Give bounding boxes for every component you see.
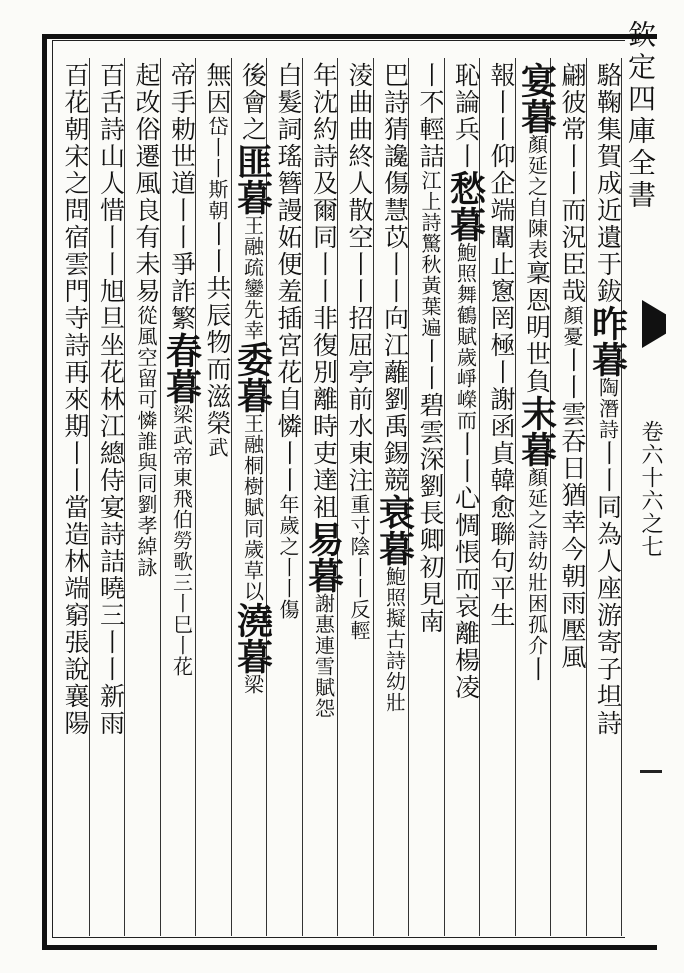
entry-heading: 末暮	[515, 395, 558, 467]
column-text: 丨丨碧雲深劉長卿初見南	[416, 338, 445, 635]
annotation-text: 王融桐樹賦同歲草以	[240, 413, 265, 602]
text-column	[481, 62, 521, 629]
text-column	[91, 62, 131, 737]
text-column	[552, 62, 592, 671]
column-text: 百舌詩山人惜丨丨旭旦坐花林江總侍宴詩詰曉三丨丨新雨	[96, 62, 126, 737]
column-text: 翩彼常丨丨而況臣哉	[558, 62, 587, 305]
column-text: 駱鞠集賀成近遺于鈸	[593, 62, 623, 305]
annotation-text: 梁武帝東飛伯勞歌三丨巳丨花	[169, 404, 194, 677]
column-text: 稟恩明世負	[522, 260, 552, 395]
text-column	[588, 62, 628, 737]
fishtail-mark-icon	[642, 300, 666, 348]
entry-heading: 昨暮	[586, 305, 629, 377]
margin-tick	[640, 770, 662, 773]
annotation-text: 武	[205, 437, 229, 458]
column-text: 百花朝宋之問宿雲門寺詩再來期丨丨當造林端窮張說襄陽	[61, 62, 90, 737]
column-text: 丨丨同為人座游寄子坦詩	[593, 440, 623, 737]
text-column	[126, 62, 166, 578]
annotation-text: 陶潛詩	[595, 377, 620, 440]
column-text: 帝手勅世道丨丨爭詐繁	[167, 62, 197, 332]
annotation-text: 從風空留可憐誰與同劉孝綽詠	[134, 305, 158, 578]
annotation-text: 王融疏鑾先幸	[240, 215, 265, 341]
entry-heading: 愁暮	[444, 170, 487, 242]
column-text: 丨不輕詰	[416, 62, 445, 170]
annotation-text: 鮑照舞鶴賦歲崢嶸而	[453, 242, 478, 431]
entry-heading: 易暮	[302, 521, 345, 593]
annotation-text: 年歲之丨丨傷	[276, 494, 300, 620]
column-text: 後會之	[238, 62, 268, 143]
column-text: 恥論兵丨	[451, 62, 481, 170]
annotation-text: 梁	[240, 674, 265, 695]
column-text: 丨丨共辰物而滋榮	[203, 221, 232, 437]
text-column	[517, 62, 557, 683]
entry-heading: 匪暮	[231, 143, 274, 215]
annotation-text: 謝惠連雪賦怨	[311, 593, 336, 719]
text-column	[268, 62, 308, 620]
text-column	[304, 62, 344, 719]
annotation-text: 江上詩驚秋黃葉遍	[418, 170, 442, 338]
column-text: 無因	[203, 62, 232, 116]
annotation-text: 顏延之詩幼壯困孤介	[524, 467, 549, 656]
column-text: 起改俗遷風良有未易	[132, 62, 161, 305]
annotation-text: 重寸陰丨丨反輕	[347, 494, 371, 641]
entry-heading: 宴暮	[515, 62, 558, 134]
annotation-text: 顏憂	[560, 305, 584, 347]
annotation-text: 鮑照擬古詩幼壯	[382, 566, 407, 713]
entry-heading: 澆暮	[231, 602, 274, 674]
text-column	[233, 62, 273, 695]
entry-heading: 春暮	[160, 332, 203, 404]
text-column	[339, 62, 379, 641]
column-text: 白髮詞瑤簪謾妬便羞插宮花自憐丨丨	[274, 62, 303, 494]
column-text: 巴詩猜讒傷慧苡丨丨向江蘺劉禹錫競	[380, 62, 410, 494]
entry-heading: 衰暮	[373, 494, 416, 566]
column-text: 丨	[522, 656, 552, 683]
text-column	[197, 62, 237, 458]
column-text: 淩曲曲終人散空丨丨招屈亭前水東注	[345, 62, 374, 494]
annotation-text: 岱丨丨斯朝	[205, 116, 229, 221]
text-column	[162, 62, 202, 677]
text-column	[55, 62, 95, 737]
text-column	[446, 62, 486, 701]
volume-label: 卷六十六之七	[638, 420, 663, 558]
column-text: 報丨丨仰企端闈止窻罔極丨謝函貞韓愈聯句平生	[487, 62, 516, 629]
text-column	[410, 62, 450, 635]
column-text: 年沈約詩及爾同丨丨非復別離時吏達祖	[309, 62, 339, 521]
annotation-text: 顏延之自陳表	[524, 134, 549, 260]
text-column	[375, 62, 415, 713]
column-text: 丨丨雲吞日猶幸今朝雨壓風	[558, 347, 587, 671]
book-title: 欽定四庫全書	[624, 20, 657, 212]
entry-heading: 委暮	[231, 341, 274, 413]
column-text: 丨丨心惆悵而哀離楊凌	[451, 431, 481, 701]
